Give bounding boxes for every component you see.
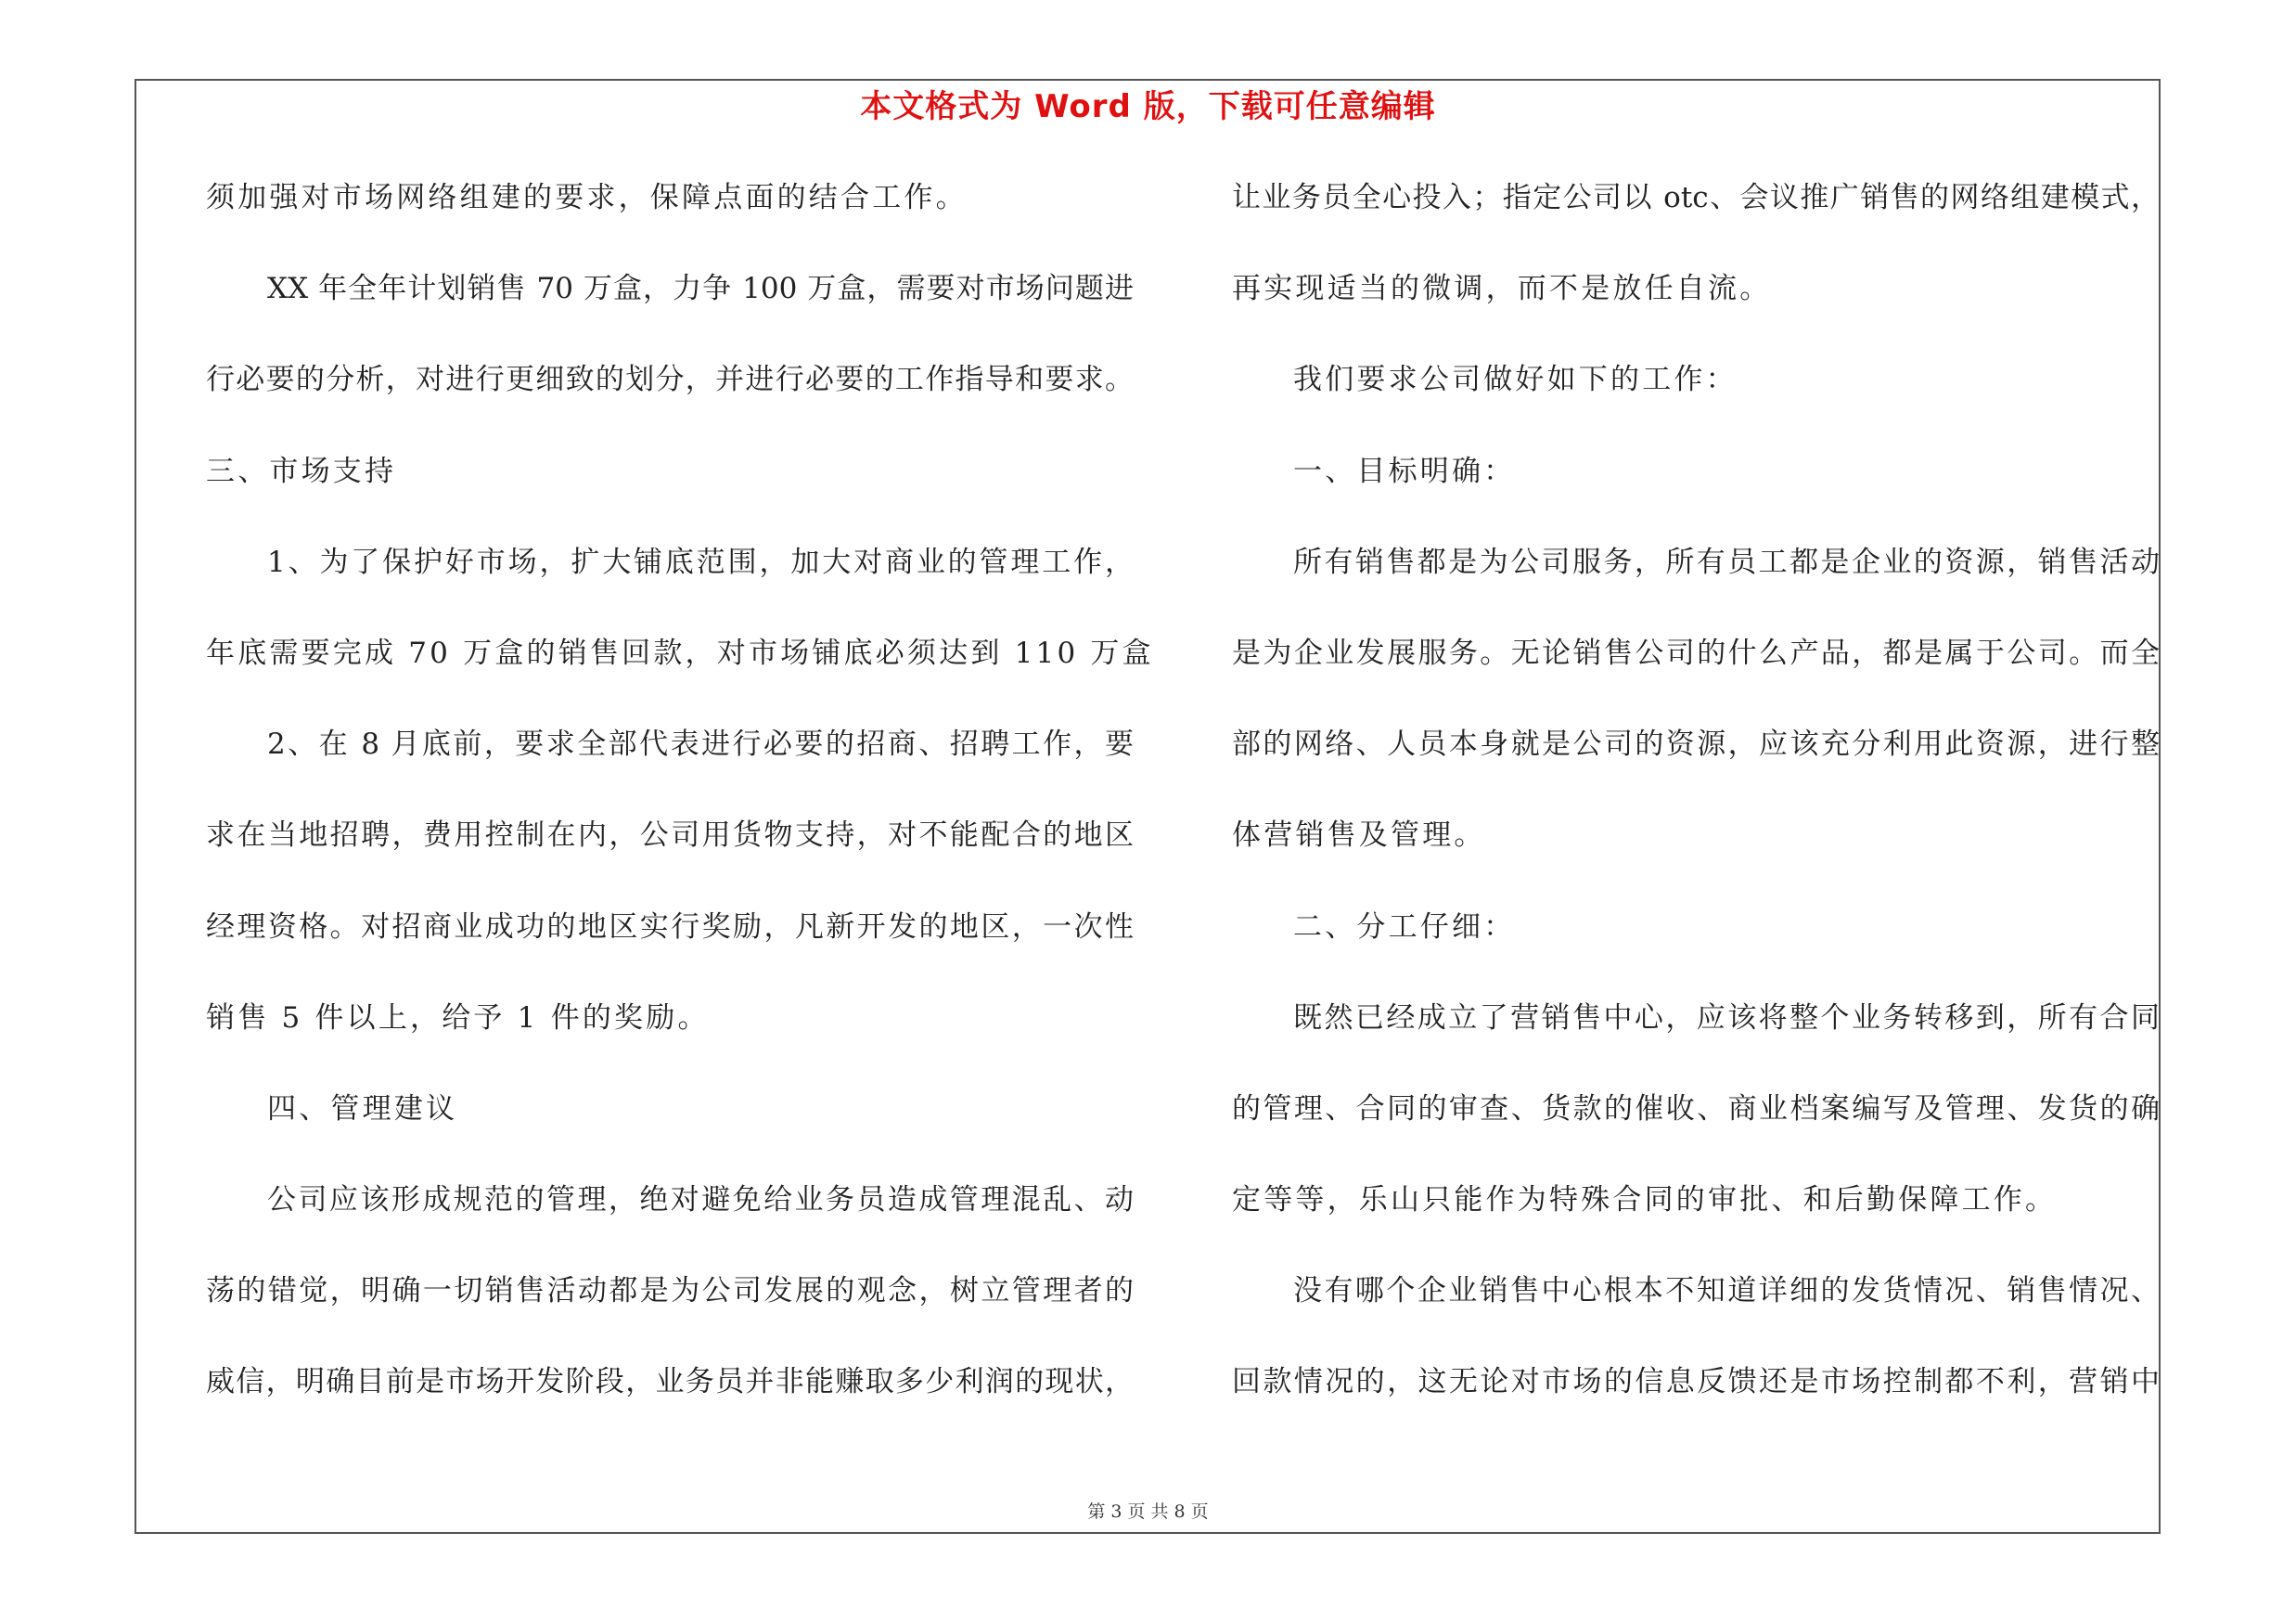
text-line: 回款情况的，这无论对市场的信息反馈还是市场控制都不利，营销中 (1232, 1365, 2160, 1399)
text-line: 部的网络、人员本身就是公司的资源，应该充分利用此资源，进行整 (1232, 728, 2160, 762)
text-line: 二、分工仔细： (1293, 909, 1516, 944)
page-number-footer: 第 3 页 共 8 页 (1087, 1501, 1209, 1522)
text-line: XX 年全年计划销售 70 万盒，力争 100 万盒，需要对市场问题进 (267, 272, 1134, 306)
text-line: 体营销售及管理。 (1232, 818, 1486, 853)
text-line: 求在当地招聘，费用控制在内，公司用货物支持，对不能配合的地区 (206, 818, 1134, 853)
text-line: 1、为了保护好市场，扩大铺底范围，加大对商业的管理工作， (267, 545, 1134, 579)
page-header-title: 本文格式为 Word 版，下载可任意编辑 (860, 88, 1436, 125)
text-line: 经理资格。对招商业成功的地区实行奖励，凡新开发的地区，一次性 (206, 909, 1134, 944)
text-line: 荡的错觉，明确一切销售活动都是为公司发展的观念，树立管理者的 (206, 1274, 1134, 1308)
left-text-column (206, 179, 1154, 1455)
text-line: 威信，明确目前是市场开发阶段，业务员并非能赚取多少利润的现状， (206, 1365, 1134, 1399)
text-line: 四、管理建议 (267, 1091, 458, 1126)
text-line: 行必要的分析，对进行更细致的划分，并进行必要的工作指导和要求。 (206, 363, 1134, 397)
text-line: 年底需要完成 70 万盒的销售回款，对市场铺底必须达到 110 万盒 (206, 636, 1154, 670)
text-line: 一、目标明确： (1293, 454, 1516, 488)
text-line: 是为企业发展服务。无论销售公司的什么产品，都是属于公司。而全 (1232, 636, 2160, 670)
text-line: 2、在 8 月底前，要求全部代表进行必要的招商、招聘工作，要 (267, 728, 1134, 762)
text-line: 须加强对市场网络组建的要求，保障点面的结合工作。 (206, 181, 968, 214)
text-line: 三、市场支持 (206, 454, 397, 488)
text-line: 既然已经成立了营销售中心，应该将整个业务转移到，所有合同 (1293, 1000, 2160, 1035)
text-line: 定等等，乐山只能作为特殊合同的审批、和后勤保障工作。 (1232, 1183, 2058, 1217)
text-line: 的管理、合同的审查、货款的催收、商业档案编写及管理、发货的确 (1232, 1091, 2160, 1126)
text-line: 我们要求公司做好如下的工作： (1293, 363, 1738, 397)
text-line: 让业务员全心投入；指定公司以 otc、会议推广销售的网络组建模式， (1232, 181, 2160, 214)
text-line: 所有销售都是为公司服务，所有员工都是企业的资源，销售活动 (1293, 545, 2160, 579)
text-line: 公司应该形成规范的管理，绝对避免给业务员造成管理混乱、动 (267, 1183, 1134, 1217)
text-line: 没有哪个企业销售中心根本不知道详细的发货情况、销售情况、 (1293, 1274, 2160, 1308)
right-text-column (1232, 179, 2160, 1455)
text-line: 销售 5 件以上，给予 1 件的奖励。 (206, 1000, 710, 1035)
text-line: 再实现适当的微调，而不是放任自流。 (1232, 272, 1772, 306)
